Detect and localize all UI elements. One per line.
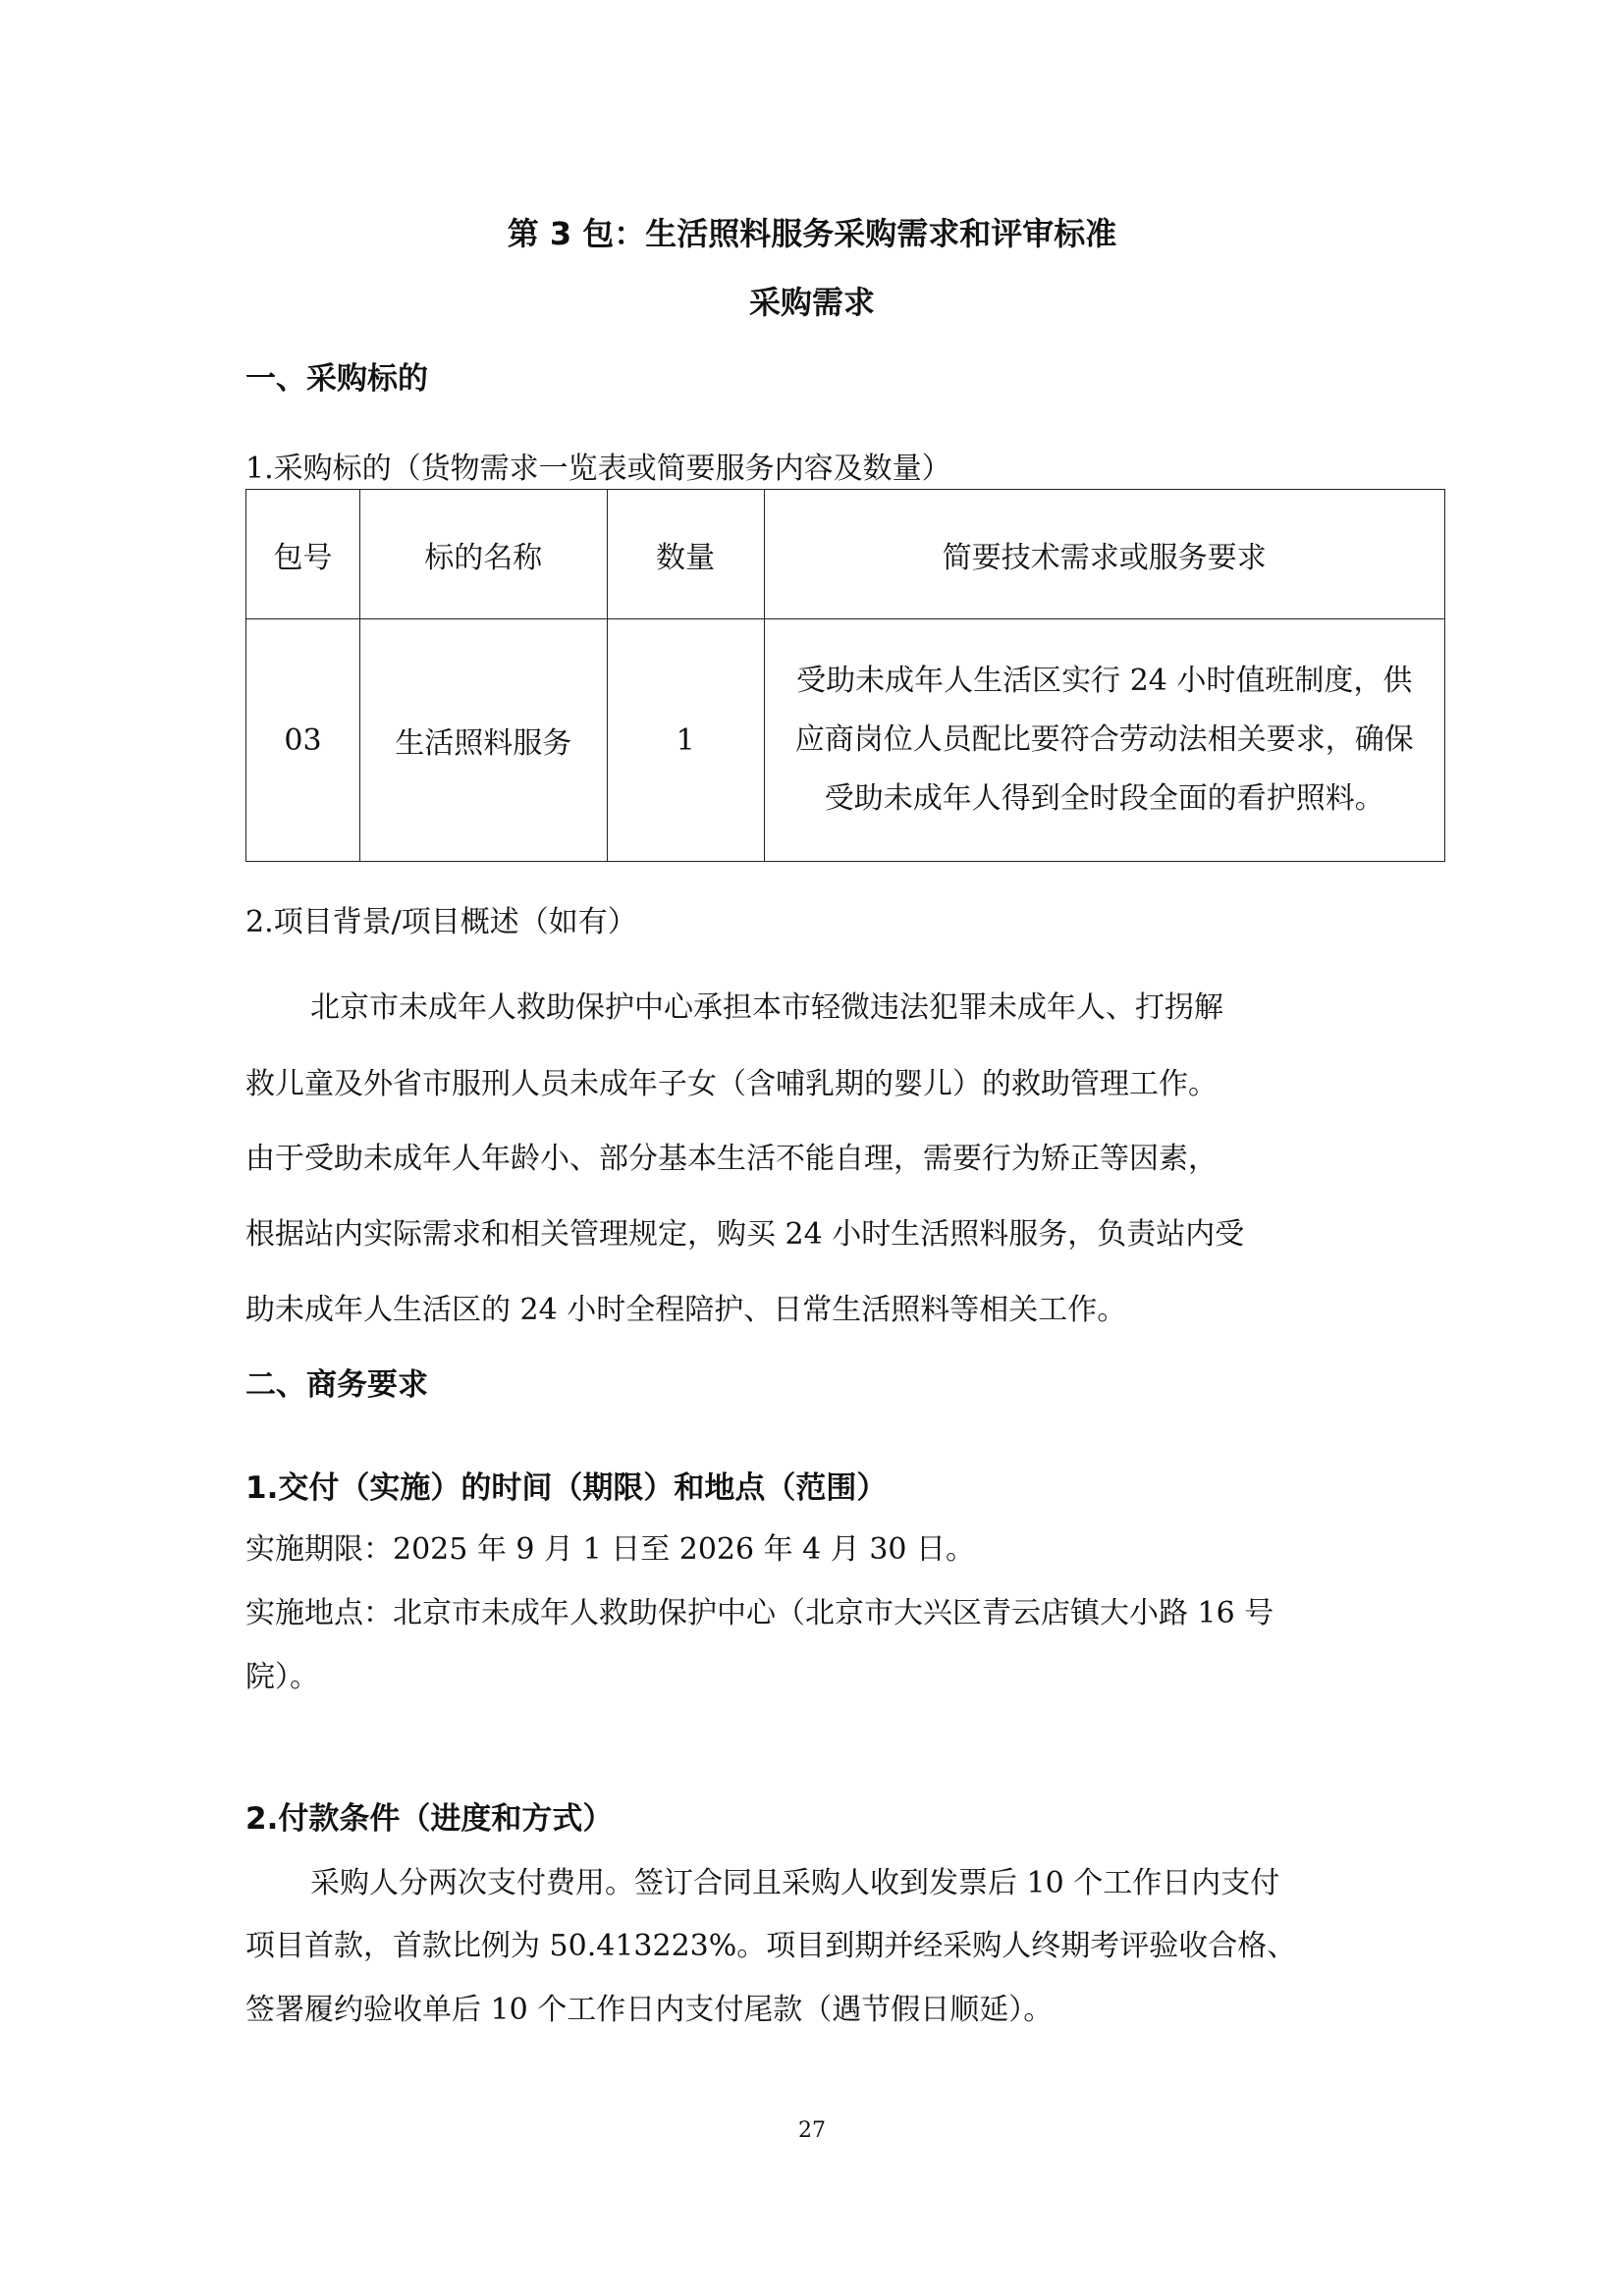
section2-item2-heading: 2.付款条件（进度和方式）	[245, 1801, 614, 1837]
quantity-cell: 1	[607, 619, 764, 862]
section2-heading: 二、商务要求	[245, 1367, 428, 1403]
background-line: 根据站内实际需求和相关管理规定，购买 24 小时生活照料服务，负责站内受	[245, 1217, 1245, 1252]
background-line: 救儿童及外省市服刑人员未成年子女（含哺乳期的婴儿）的救助管理工作。	[245, 1067, 1218, 1101]
description-cell	[764, 619, 1444, 862]
payment-line: 采购人分两次支付费用。签订合同且采购人收到发票后 10 个工作日内支付	[310, 1866, 1280, 1900]
procurement-table	[245, 489, 1445, 862]
description-line: 应商岗位人员配比要符合劳动法相关要求，确保	[794, 722, 1414, 757]
table-header-row	[246, 490, 1445, 619]
table-header-cell: 简要技术需求或服务要求	[764, 490, 1444, 619]
item-name-cell: 生活照料服务	[359, 619, 607, 862]
page-subtitle: 采购需求	[748, 284, 875, 321]
section1-heading: 一、采购标的	[245, 361, 428, 397]
location-text-cont: 院）。	[245, 1660, 319, 1694]
description-line: 受助未成年人得到全时段全面的看护照料。	[824, 781, 1384, 816]
table-header-cell: 标的名称	[359, 490, 607, 619]
section2-item1-heading: 1.交付（实施）的时间（期限）和地点（范围）	[245, 1470, 888, 1506]
page-number: 27	[798, 2118, 826, 2143]
location-text: 实施地点：北京市未成年人救助保护中心（北京市大兴区青云店镇大小路 16 号	[245, 1596, 1274, 1630]
package-no-cell: 03	[246, 619, 360, 862]
table-header-cell: 包号	[246, 490, 360, 619]
payment-line: 项目首款，首款比例为 50.413223%。项目到期并经采购人终期考评验收合格、	[245, 1929, 1297, 1963]
period-text: 实施期限：2025 年 9 月 1 日至 2026 年 4 月 30 日。	[245, 1532, 976, 1567]
table-row	[246, 619, 1445, 862]
page-title: 第 3 包：生活照料服务采购需求和评审标准	[507, 215, 1117, 252]
description-line: 受助未成年人生活区实行 24 小时值班制度，供	[796, 664, 1413, 698]
background-line: 由于受助未成年人年龄小、部分基本生活不能自理，需要行为矫正等因素，	[245, 1142, 1218, 1176]
payment-line: 签署履约验收单后 10 个工作日内支付尾款（遇节假日顺延）。	[245, 1993, 1054, 2027]
table-header-cell: 数量	[607, 490, 764, 619]
background-line: 北京市未成年人救助保护中心承担本市轻微违法犯罪未成年人、打拐解	[310, 990, 1223, 1025]
section1-item1-label: 1.采购标的（货物需求一览表或简要服务内容及数量）	[245, 452, 951, 486]
background-line: 助未成年人生活区的 24 小时全程陪护、日常生活照料等相关工作。	[245, 1293, 1127, 1327]
section1-item2-label: 2.项目背景/项目概述（如有）	[245, 905, 637, 939]
